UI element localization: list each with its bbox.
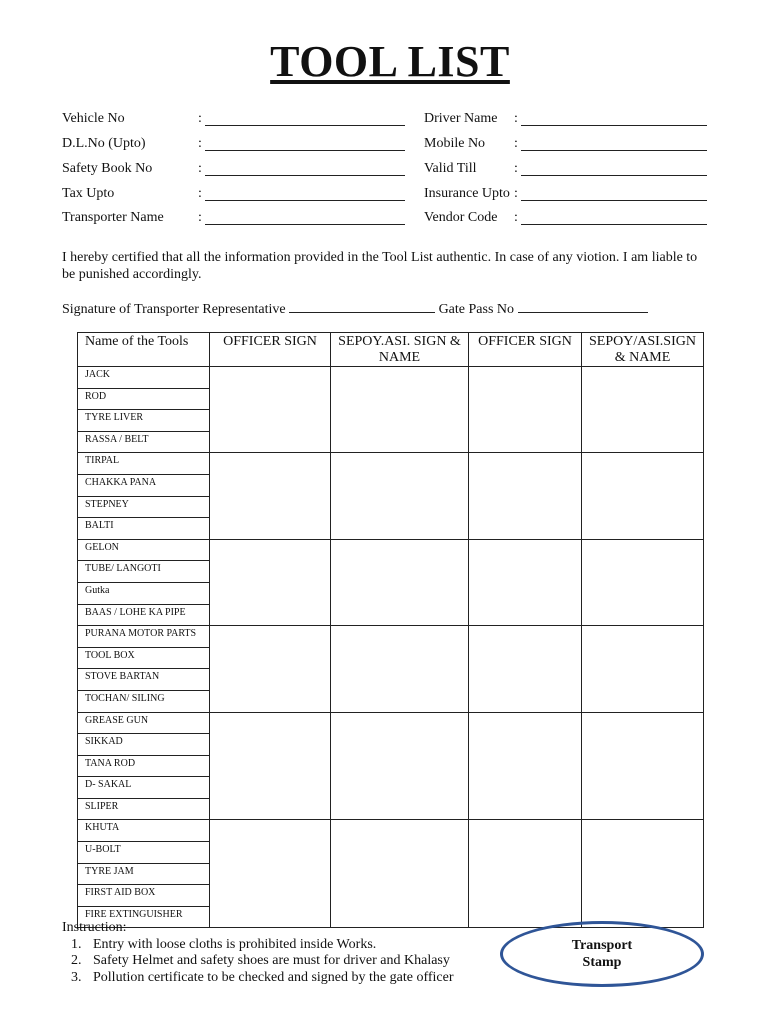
tool-name-cell: TANA ROD (78, 755, 210, 777)
tool-name-cell: TOCHAN/ SILING (78, 690, 210, 712)
sign-cell[interactable] (469, 712, 582, 820)
sign-cell[interactable] (210, 820, 331, 928)
vehicle-no-field[interactable] (62, 110, 407, 128)
tool-name-cell: TIRPAL (78, 453, 210, 475)
field-colon: : (198, 136, 202, 151)
field-label: Safety Book No (62, 161, 153, 176)
field-colon: : (514, 136, 518, 151)
vendor-code-field[interactable] (424, 209, 709, 227)
instructions-block (62, 920, 454, 986)
tool-name-cell: STEPNEY (78, 496, 210, 518)
header-officer-sign: OFFICER SIGN (469, 333, 582, 367)
instruction-item: 2. Safety Helmet and safety shoes are must for driver and Khalasy (85, 953, 454, 970)
tool-name-cell: JACK (78, 367, 210, 389)
sign-cell[interactable] (210, 712, 331, 820)
tool-name-cell: RASSA / BELT (78, 431, 210, 453)
sign-cell[interactable] (210, 453, 331, 539)
table-row (78, 712, 704, 734)
tool-name-cell: GELON (78, 539, 210, 561)
sign-cell[interactable] (469, 626, 582, 712)
fill-line[interactable] (205, 110, 405, 126)
sign-cell[interactable] (582, 539, 704, 625)
signature-line (62, 298, 648, 318)
fill-line[interactable] (521, 185, 707, 201)
header-sepoy-sign: SEPOY/ASI.SIGN & NAME (582, 333, 704, 367)
tool-name-cell: TYRE LIVER (78, 410, 210, 432)
sign-cell[interactable] (210, 626, 331, 712)
sign-cell[interactable] (210, 539, 331, 625)
instruction-item: 3. Pollution certificate to be checked and signed by the gate officer (85, 970, 454, 987)
fill-line[interactable] (521, 110, 707, 126)
field-label: Transporter Name (62, 210, 164, 225)
sign-cell[interactable] (469, 367, 582, 453)
sign-cell[interactable] (582, 626, 704, 712)
sign-cell[interactable] (469, 453, 582, 539)
header-sepoy-sign: SEPOY.ASI. SIGN & NAME (331, 333, 469, 367)
table-row (78, 453, 704, 475)
field-colon: : (514, 111, 518, 126)
tool-list-table (77, 332, 704, 928)
field-label: Driver Name (424, 111, 498, 126)
table-row (78, 820, 704, 842)
safety-book-no-field[interactable] (62, 160, 407, 178)
insurance-upto-field[interactable] (424, 185, 709, 203)
tool-name-cell: BALTI (78, 518, 210, 540)
fill-line[interactable] (205, 160, 405, 176)
field-label: Tax Upto (62, 186, 115, 201)
sign-cell[interactable] (331, 539, 469, 625)
field-label: Vendor Code (424, 210, 498, 225)
instruction-item: 1. Entry with loose cloths is prohibited inside Works. (85, 937, 454, 954)
field-colon: : (198, 210, 202, 225)
tool-name-cell: FIRST AID BOX (78, 885, 210, 907)
tool-name-cell: U-BOLT (78, 842, 210, 864)
sign-cell[interactable] (582, 367, 704, 453)
field-colon: : (514, 161, 518, 176)
header-tool-name: Name of the Tools (78, 333, 210, 367)
tool-name-cell: TOOL BOX (78, 647, 210, 669)
field-colon: : (198, 186, 202, 201)
sign-cell[interactable] (331, 712, 469, 820)
table-row (78, 367, 704, 389)
table-row (78, 626, 704, 648)
field-label: Mobile No (424, 136, 486, 151)
field-label: D.L.No (Upto) (62, 136, 146, 151)
tool-name-cell: FIRE EXTINGUISHER (78, 906, 210, 928)
tool-name-cell: CHAKKA PANA (78, 474, 210, 496)
tool-name-cell: ROD (78, 388, 210, 410)
tool-name-cell: D- SAKAL (78, 777, 210, 799)
transporter-name-field[interactable] (62, 209, 407, 227)
stamp-line-2: Stamp (582, 955, 622, 970)
sign-cell[interactable] (582, 453, 704, 539)
field-colon: : (198, 161, 202, 176)
tool-name-cell: SIKKAD (78, 734, 210, 756)
sign-cell[interactable] (331, 626, 469, 712)
field-colon: : (514, 210, 518, 225)
mobile-no-field[interactable] (424, 135, 709, 153)
stamp-line-1: Transport (571, 938, 633, 953)
fill-line[interactable] (521, 135, 707, 151)
transport-stamp (500, 921, 704, 987)
field-colon: : (198, 111, 202, 126)
fill-line[interactable] (205, 185, 405, 201)
tax-upto-field[interactable] (62, 185, 407, 203)
field-label: Vehicle No (62, 111, 125, 126)
table-row (78, 539, 704, 561)
sign-cell[interactable] (210, 367, 331, 453)
tool-name-cell: BAAS / LOHE KA PIPE (78, 604, 210, 626)
instructions-list (62, 937, 454, 987)
sign-cell[interactable] (469, 820, 582, 928)
tool-name-cell: GREASE GUN (78, 712, 210, 734)
valid-till-field[interactable] (424, 160, 709, 178)
driver-name-field[interactable] (424, 110, 709, 128)
gate-pass-label: Gate Pass No (438, 302, 514, 317)
fill-line[interactable] (205, 135, 405, 151)
fill-line[interactable] (521, 160, 707, 176)
dl-no-field[interactable] (62, 135, 407, 153)
tool-name-cell: PURANA MOTOR PARTS (78, 626, 210, 648)
fill-line[interactable] (521, 209, 707, 225)
gate-pass-blank[interactable] (518, 298, 648, 313)
tool-name-cell: STOVE BARTAN (78, 669, 210, 691)
transporter-signature-blank[interactable] (289, 298, 435, 313)
tool-name-cell: Gutka (78, 582, 210, 604)
declaration-text: I hereby certified that all the information provided in the Tool List authentic. In case of any viotion. I am liable to be punished accordingly. (62, 250, 698, 282)
tool-name-cell: KHUTA (78, 820, 210, 842)
sign-cell[interactable] (582, 820, 704, 928)
tool-name-cell: TUBE/ LANGOTI (78, 561, 210, 583)
tool-name-cell: SLIPER (78, 798, 210, 820)
field-label: Insurance Upto (424, 186, 510, 201)
instructions-heading: Instruction: (62, 920, 127, 935)
field-label: Valid Till (424, 161, 477, 176)
sign-cell[interactable] (469, 539, 582, 625)
header-officer-sign: OFFICER SIGN (210, 333, 331, 367)
sign-cell[interactable] (331, 453, 469, 539)
tool-name-cell: TYRE JAM (78, 863, 210, 885)
document-title: TOOL LIST (270, 37, 510, 86)
transporter-signature-label: Signature of Transporter Representative (62, 302, 286, 317)
table-header-row (78, 333, 704, 367)
sign-cell[interactable] (331, 367, 469, 453)
sign-cell[interactable] (582, 712, 704, 820)
sign-cell[interactable] (331, 820, 469, 928)
field-colon: : (514, 186, 518, 201)
fill-line[interactable] (205, 209, 405, 225)
